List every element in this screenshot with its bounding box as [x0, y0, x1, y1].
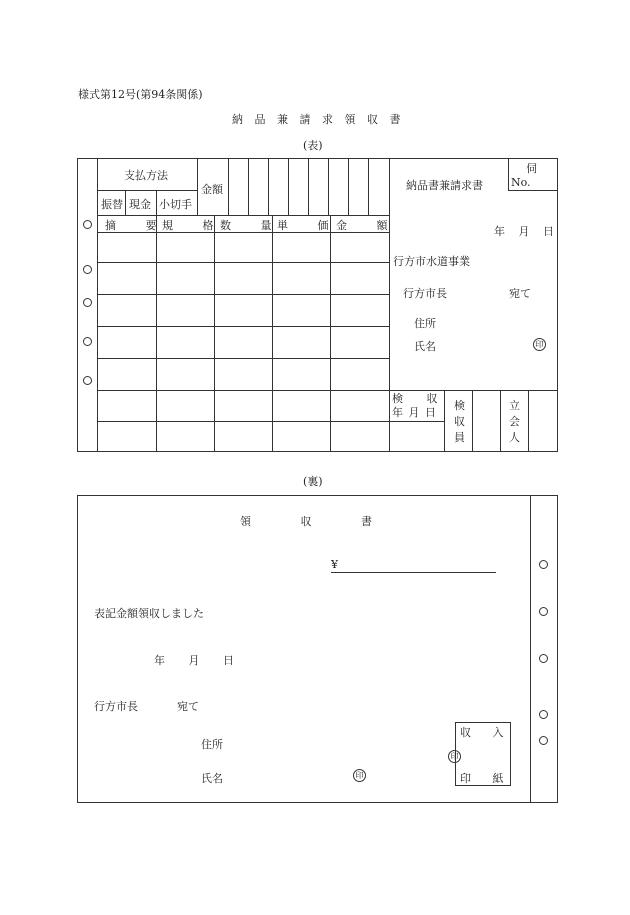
form-number: 様式第12号(第94条関係) — [78, 88, 203, 101]
front-seal-mark: 印 — [533, 338, 546, 351]
document-title: 納 品 兼 請 求 領 収 書 — [232, 113, 405, 126]
back-mayor: 行方市長 — [94, 700, 138, 713]
col-spec-header: 規 格 — [162, 219, 214, 232]
cash-label: 現金 — [129, 198, 151, 211]
invoice-title: 納品書兼請求書 — [406, 179, 483, 192]
binding-hole — [83, 337, 92, 346]
received-text: 表記金額領収しました — [94, 607, 204, 620]
witness-char-3: 人 — [509, 431, 520, 444]
number-no-label: No. — [511, 176, 531, 189]
stamp-top-label: 収 入 — [460, 726, 504, 739]
witness-char-2: 会 — [509, 415, 520, 428]
binding-hole — [83, 298, 92, 307]
stamp-bottom-label: 印 紙 — [460, 772, 504, 785]
back-to: 宛て — [177, 700, 199, 713]
col-qty-header: 数 量 — [220, 219, 272, 232]
front-name-label: 氏名 — [414, 340, 436, 353]
front-label: (表) — [303, 139, 323, 152]
check-label: 小切手 — [159, 198, 192, 211]
stamp-seal-mark: 印 — [448, 750, 461, 763]
amount-label: 金額 — [201, 183, 223, 196]
payment-method-label: 支払方法 — [124, 169, 168, 182]
addressee-org: 行方市水道事業 — [393, 255, 470, 268]
col-unit-price-header: 単 価 — [277, 219, 329, 232]
back-name-label: 氏名 — [201, 772, 223, 785]
yen-sign: ¥ — [331, 558, 338, 571]
transfer-label: 振替 — [101, 198, 123, 211]
addressee-to: 宛て — [509, 287, 531, 300]
amount-underline — [331, 572, 496, 573]
inspect-date-line1: 検 収 — [392, 392, 438, 405]
back-label: (裏) — [303, 475, 323, 488]
front-address-label: 住所 — [414, 317, 436, 330]
col-summary-header: 摘 要 — [105, 219, 157, 232]
col-amount-header: 金 額 — [336, 219, 388, 232]
inspector-char-1: 検 — [454, 399, 465, 412]
binding-hole — [83, 265, 92, 274]
inspector-char-2: 収 — [454, 415, 465, 428]
number-top-label: 伺 — [526, 162, 537, 175]
inspect-date-line2: 年 月 日 — [392, 406, 436, 419]
back-address-label: 住所 — [201, 738, 223, 751]
binding-hole — [539, 654, 548, 663]
addressee-mayor: 行方市長 — [403, 287, 447, 300]
back-date: 年 月 日 — [154, 654, 234, 667]
binding-hole — [539, 560, 548, 569]
inspector-char-3: 員 — [454, 431, 465, 444]
front-date: 年 月 日 — [494, 225, 554, 238]
binding-hole — [83, 220, 92, 229]
binding-hole — [539, 710, 548, 719]
back-seal-mark: 印 — [353, 769, 366, 782]
binding-hole — [539, 736, 548, 745]
receipt-title: 領 収 書 — [240, 515, 372, 528]
witness-char-1: 立 — [509, 399, 520, 412]
binding-hole — [539, 607, 548, 616]
binding-hole — [83, 376, 92, 385]
